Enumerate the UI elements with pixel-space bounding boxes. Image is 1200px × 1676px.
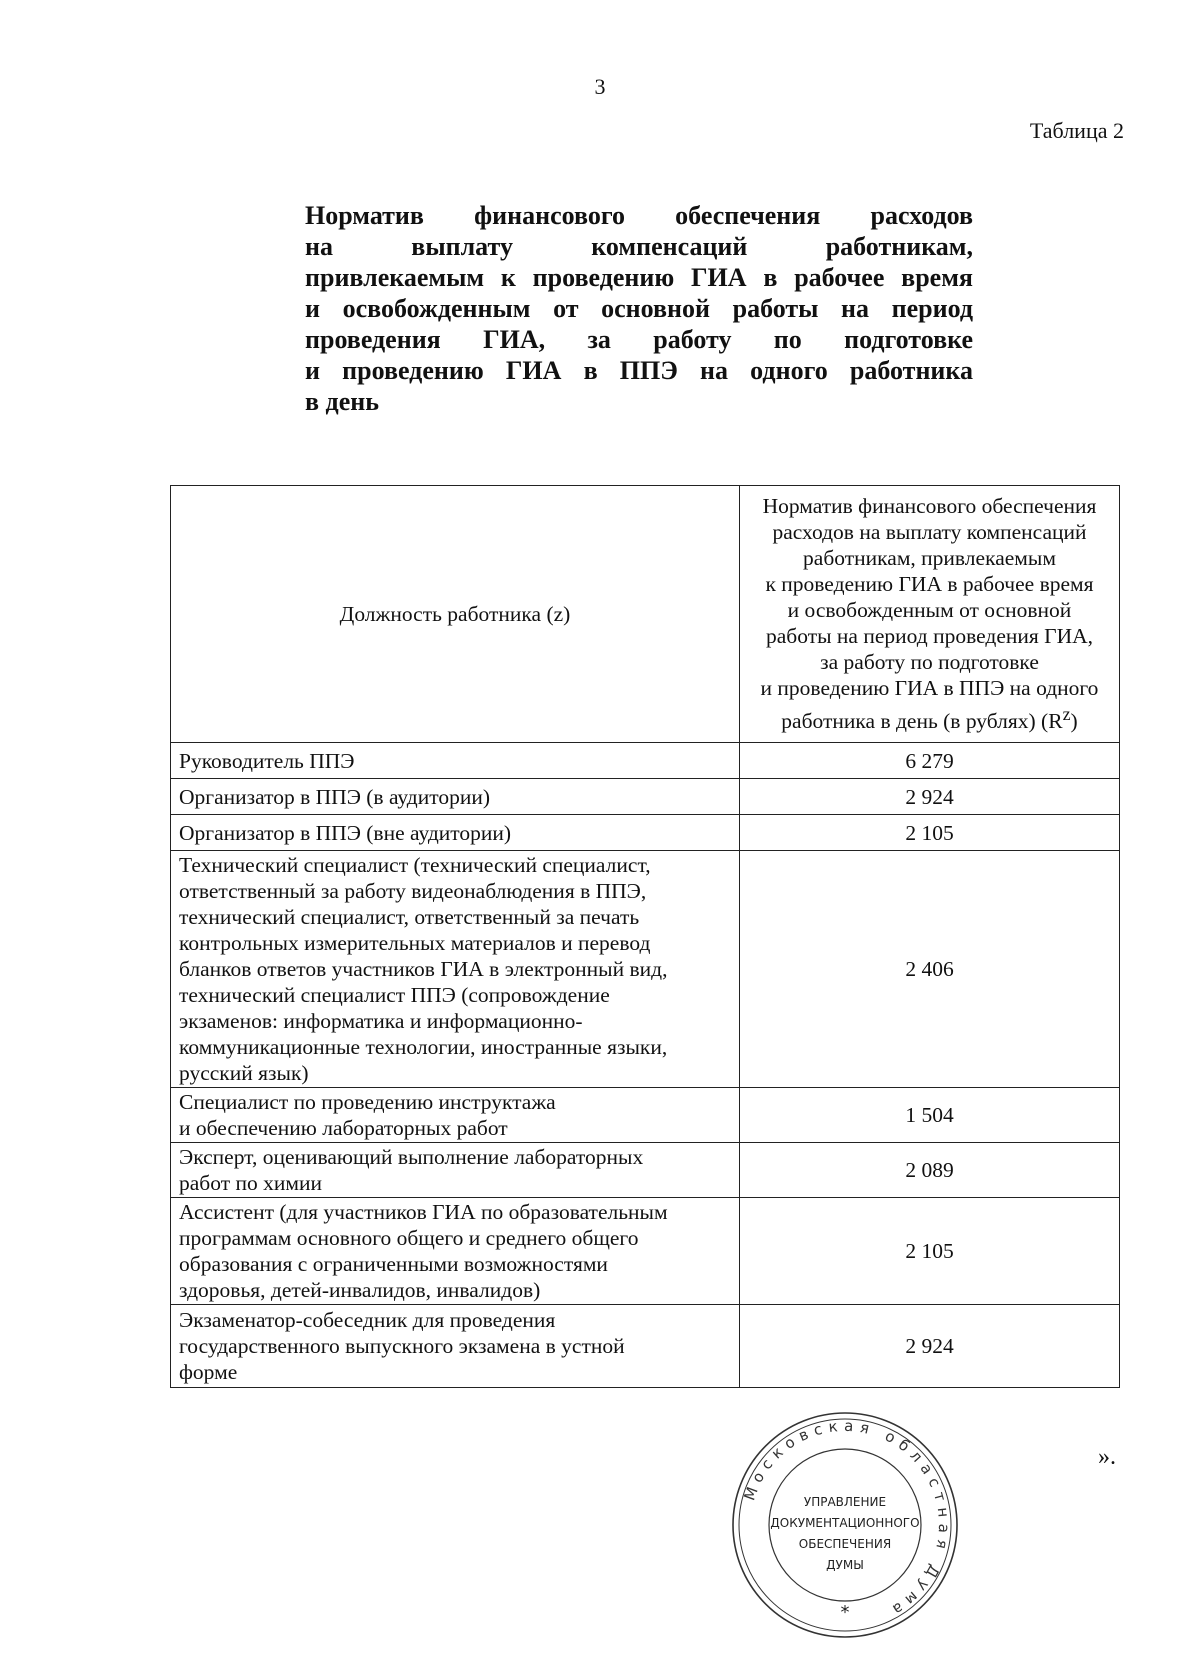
- position-line: ответственный за работу видеонаблюдения в ППЭ,: [179, 879, 647, 903]
- stamp-star: *: [840, 1602, 850, 1623]
- norm-value-cell: 1 504: [740, 1088, 1120, 1143]
- norms-table: [170, 485, 1120, 1388]
- table-row: [171, 1088, 1120, 1143]
- position-cell: [171, 779, 740, 815]
- title-line: Норматив финансового обеспечения расходов: [305, 201, 973, 230]
- header-norm-line: и проведению ГИА в ППЭ на одного: [760, 676, 1099, 701]
- position-line: программам основного общего и среднего общего: [179, 1226, 639, 1250]
- document-title: [305, 200, 973, 417]
- position-cell: [171, 743, 740, 779]
- norm-value-cell: 2 089: [740, 1143, 1120, 1198]
- table-row: [171, 1143, 1120, 1198]
- title-line: на выплату компенсаций работникам,: [305, 232, 973, 261]
- stamp-ring-text: Московская областная Дума: [740, 1416, 954, 1622]
- position-cell: [171, 1198, 740, 1305]
- norm-value-cell: 2 406: [740, 851, 1120, 1088]
- table-row: [171, 779, 1120, 815]
- header-norm-line: работникам, привлекаемым: [803, 546, 1056, 571]
- official-stamp: [730, 1410, 960, 1640]
- position-line: здоровья, детей-инвалидов, инвалидов): [179, 1278, 541, 1302]
- table-row: [171, 1198, 1120, 1305]
- position-line: и обеспечению лабораторных работ: [179, 1116, 508, 1140]
- position-cell: [171, 815, 740, 851]
- table-row: [171, 743, 1120, 779]
- stamp-center-line: ДУМЫ: [826, 1558, 864, 1572]
- header-norm-line: Норматив финансового обеспечения: [762, 494, 1097, 519]
- norm-value-cell: 2 105: [740, 815, 1120, 851]
- position-line: контрольных измерительных материалов и перевод: [179, 931, 651, 955]
- header-norm-line: за работу по подготовке: [820, 650, 1039, 675]
- header-norm-line: и освобожденным от основной: [787, 598, 1072, 623]
- title-line: и проведению ГИА в ППЭ на одного работника: [305, 356, 973, 385]
- position-line: бланков ответов участников ГИА в электронный вид,: [179, 957, 668, 981]
- table-label: Таблица 2: [1029, 118, 1124, 143]
- position-line: Ассистент (для участников ГИА по образовательным: [179, 1200, 668, 1224]
- norm-value-cell: 2 924: [740, 1305, 1120, 1388]
- page-number: 3: [594, 74, 606, 99]
- position-line: Экзаменатор-собеседник для проведения: [179, 1308, 556, 1332]
- header-norm-line: работы на период проведения ГИА,: [766, 624, 1093, 649]
- position-line: Организатор в ППЭ (в аудитории): [179, 784, 491, 809]
- header-norm-line: работника в день (в рублях) (R: [781, 709, 1063, 734]
- stamp-center-line: ДОКУМЕНТАЦИОННОГО: [770, 1516, 920, 1530]
- title-line: и освобожденным от основной работы на период: [305, 294, 973, 323]
- position-line: Руководитель ППЭ: [179, 748, 355, 773]
- closing-quote: ».: [1098, 1444, 1116, 1470]
- table-header-row: [171, 486, 1120, 743]
- position-line: экзаменов: информатика и информационно-: [179, 1009, 583, 1033]
- position-line: Специалист по проведению инструктажа: [179, 1090, 556, 1114]
- position-line: государственного выпускного экзамена в устной: [179, 1334, 625, 1358]
- header-position: Должность работника (z): [171, 486, 740, 743]
- position-line: русский язык): [179, 1061, 309, 1085]
- title-line: проведения ГИА, за работу по подготовке: [305, 325, 973, 354]
- position-line: работ по химии: [179, 1171, 322, 1195]
- position-line: образования с ограниченными возможностями: [179, 1252, 608, 1276]
- norm-value-cell: 2 924: [740, 779, 1120, 815]
- header-norm-close: ): [1070, 709, 1078, 734]
- norm-value-cell: 6 279: [740, 743, 1120, 779]
- position-line: Технический специалист (технический специалист,: [179, 853, 651, 877]
- position-cell: [171, 1088, 740, 1143]
- position-cell: [171, 1305, 740, 1388]
- header-norm: [740, 486, 1120, 743]
- table-row: [171, 815, 1120, 851]
- position-line: коммуникационные технологии, иностранные языки,: [179, 1035, 668, 1059]
- position-line: технический специалист, ответственный за печать: [179, 905, 640, 929]
- position-line: Эксперт, оценивающий выполнение лабораторных: [179, 1145, 644, 1169]
- position-line: Организатор в ППЭ (вне аудитории): [179, 820, 512, 845]
- table-row: [171, 1305, 1120, 1388]
- position-line: форме: [179, 1360, 238, 1384]
- header-norm-sup: z: [1062, 704, 1071, 725]
- title-line: в день: [305, 387, 379, 416]
- header-norm-line: расходов на выплату компенсаций: [772, 520, 1087, 545]
- position-cell: [171, 1143, 740, 1198]
- position-line: технический специалист ППЭ (сопровождение: [179, 983, 610, 1007]
- header-norm-line: к проведению ГИА в рабочее время: [765, 572, 1094, 597]
- position-cell: [171, 851, 740, 1088]
- norm-value-cell: 2 105: [740, 1198, 1120, 1305]
- title-line: привлекаемым к проведению ГИА в рабочее время: [305, 263, 973, 292]
- stamp-center-line: УПРАВЛЕНИЕ: [803, 1495, 887, 1509]
- table-row: [171, 851, 1120, 1088]
- stamp-center-line: ОБЕСПЕЧЕНИЯ: [798, 1537, 892, 1551]
